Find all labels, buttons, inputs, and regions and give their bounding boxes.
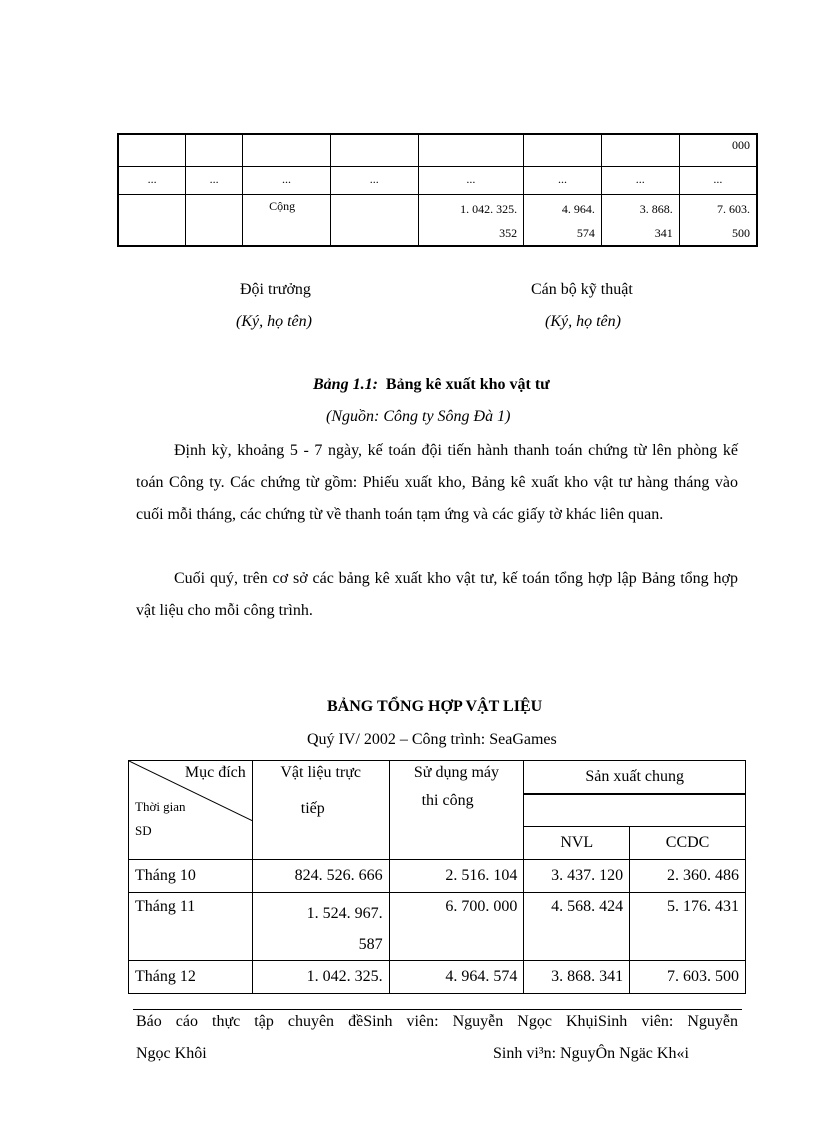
header-purpose: Mục đích — [184, 764, 246, 781]
table-cell: ... — [186, 166, 243, 194]
cell-line: 1. 042. 325. — [460, 201, 518, 216]
cell-line: 4. 964. — [561, 201, 595, 216]
direct-line: 587 — [358, 936, 383, 953]
header-time: Thời gian — [135, 799, 186, 814]
direct-cell: 1. 042. 325. — [252, 961, 389, 994]
paragraph: Định kỳ, khoảng 5 - 7 ngày, kế toán đội tiến hành thanh toán chứng từ lên phòng kế toán Công ty. Các chứng từ gồm: Phiếu xuất kho, Bảng kê xuất kho vật tư hàng tháng vào cuối mỗi tháng, các chứng từ về thanh toán tạm ứng và các giấy tờ khác liên quan. — [136, 442, 738, 523]
table-cell — [418, 194, 524, 246]
technician-note: (Ký, họ tên) — [545, 313, 621, 330]
month-cell: Tháng 12 — [129, 961, 253, 994]
table-row-total — [118, 194, 757, 246]
cell-line: 500 — [732, 225, 750, 240]
cell-line: 574 — [576, 225, 595, 240]
footer-author-garbled: Sinh vi³n: NguyÔn Ngäc Kh«i — [493, 1045, 689, 1062]
cell-line: 3. 868. — [639, 201, 673, 216]
nvl-cell: 3. 437. 120 — [524, 860, 630, 893]
header-machine-line1: Sử dụng máy — [413, 764, 500, 781]
technician-title: Cán bộ kỹ thuật — [531, 281, 633, 298]
table-cell: ... — [601, 166, 679, 194]
table-cell — [601, 194, 679, 246]
table-row — [118, 134, 757, 166]
team-leader-title: Đội trưởng — [240, 281, 311, 298]
header-ccdc: CCDC — [630, 827, 746, 860]
table-row — [129, 961, 746, 994]
direct-cell: 824. 526. 666 — [252, 860, 389, 893]
header-time-sd: SD — [135, 823, 152, 838]
ccdc-cell: 2. 360. 486 — [630, 860, 746, 893]
nvl-cell: 3. 868. 341 — [524, 961, 630, 994]
machine-cell: 6. 700. 000 — [389, 893, 524, 961]
table-cell: ... — [679, 166, 757, 194]
total-label: Cộng — [243, 194, 331, 246]
paragraph: Cuối quý, trên cơ sở các bảng kê xuất kho vật tư, kế toán tổng hợp lập Bảng tổng hợp vật liệu cho mỗi công trình. — [136, 570, 738, 619]
table-cell: ... — [118, 166, 186, 194]
header-machine-line2: thi công — [421, 792, 474, 809]
table-cell: ... — [524, 166, 602, 194]
table-row — [118, 166, 757, 194]
table-cell: 000 — [679, 134, 757, 166]
ccdc-cell: 7. 603. 500 — [630, 961, 746, 994]
materials-issue-table — [117, 133, 758, 247]
table-row — [129, 893, 746, 961]
summary-title: BẢNG TỔNG HỢP VẬT LIỆU — [327, 698, 543, 715]
machine-cell: 4. 964. 574 — [389, 961, 524, 994]
table-cell — [524, 194, 602, 246]
footer-divider — [133, 1009, 742, 1010]
table-cell — [679, 194, 757, 246]
table-caption — [313, 376, 550, 394]
direct-cell — [252, 893, 389, 961]
caption-text: Bảng kê xuất kho vật tư — [385, 376, 550, 393]
header-direct-line2: tiếp — [300, 800, 325, 817]
summary-subtitle: Quý IV/ 2002 – Công trình: SeaGames — [307, 731, 557, 748]
cell-line: 352 — [499, 225, 518, 240]
table-header-row — [129, 761, 746, 794]
caption-source: (Nguồn: Công ty Sông Đà 1) — [326, 408, 511, 425]
cell-line: 341 — [654, 225, 673, 240]
machine-cell: 2. 516. 104 — [389, 860, 524, 893]
table-cell: ... — [243, 166, 331, 194]
footer-author: Ngọc Khôi — [136, 1045, 207, 1062]
cell-line: 7. 603. — [717, 201, 750, 216]
materials-summary-table — [128, 760, 746, 994]
team-leader-note: (Ký, họ tên) — [236, 313, 312, 330]
header-direct-materials — [252, 761, 389, 860]
header-nvl: NVL — [524, 827, 630, 860]
header-general-production: Sản xuất chung — [524, 761, 746, 794]
footer-line-2 — [136, 1045, 738, 1063]
nvl-cell: 4. 568. 424 — [524, 893, 630, 961]
table-row — [129, 860, 746, 893]
table-cell: ... — [330, 166, 418, 194]
header-direct-line1: Vật liệu trực — [280, 764, 361, 781]
ccdc-cell: 5. 176. 431 — [630, 893, 746, 961]
header-machine-use — [389, 761, 524, 860]
month-cell: Tháng 11 — [129, 893, 253, 961]
caption-label: Bảng 1.1: — [313, 376, 378, 393]
footer-line-1: Báo cáo thực tập chuyên đềSinh viên: Nguyễn Ngọc KhụiSinh viên: Nguyễn — [136, 1013, 738, 1030]
month-cell: Tháng 10 — [129, 860, 253, 893]
diagonal-header-cell — [129, 761, 253, 860]
direct-line: 1. 524. 967. — [306, 905, 383, 922]
table-cell: ... — [418, 166, 524, 194]
